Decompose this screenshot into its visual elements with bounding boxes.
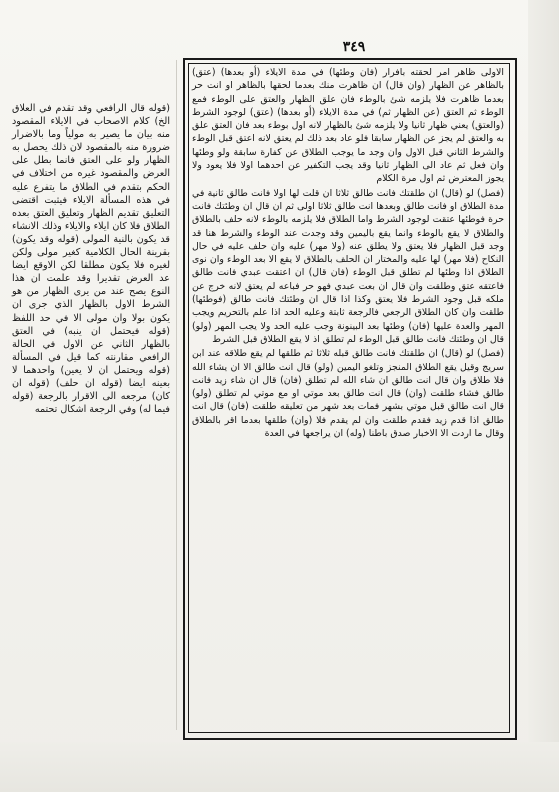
marginal-commentary [12, 102, 170, 416]
page-number: ٣٤٩ [342, 39, 366, 55]
margin-note-text: (قوله قال الرافعي وقد تقدم في العلاق الخ) كلام الاصحاب في الايلاء المقصود منه بيان ما يصير به مولياً وما بالاضرار ضرورة منه بالمقصود لان ذلك يحصل به الظهار ولو على العتق فانما بطل على العرض والمقصود غيره من اختلاف في الحكم بتقدم في الطلاق ما يتفرع عليه في هذه المسألة الايلاء فيثبت اقتضى التعليق تقديم الظهار وتعليق العتق بعده الطلاق فلا كان ايلاء والايلاء وذلك الانشاء قد يكون بالنية المولى (قوله وقد يكون) بقرينة الحال الكلامية كغير مولى ولكن لغيره فلا يكون مطلقا لكن الاوقع ايضا عد العرض تقديرا وقد علمت ان هذا النوع يصح عند من يرى الظهار من هو الشرط الاول بالظهار الذي جرى ان يكون بولا وان مولى الا في حد اللفظ (قوله فيحتمل ان ينبه) في العتق بالظهار الثاني عن الاول في الحالة الرافعي مقارنته كما قيل في المسألة (قوله ويحتمل ان لا يعين) واحدهما لا بعينه ايضا (قوله ان حلف) (قوله ان كان) مرجعه الى الاقرار بالرجعة (قوله فيما له) وفي الرجعة اشكال تحتمه [12, 103, 170, 416]
main-paragraph-2: (فصل) لو (قال) ان طلقتك فانت طالق ثلاثا ان قلت لها اولا فانت طالق ثانية في مدة الطلاق او فانت طالق وبعدها انت طالق ثلاثا اولى ثم ان قال ان وطئتك فانت حرة فوطئها عتقت لوجود الشرط واما الطلاق فلا يلزمه بالوطء لانه حلف بالطلاق والطلاق لا يقع بالوطء وانما يقع باليمين وقد وجدت عند الوطء والشرط هنا قد وجد قبل الظهار فلا يعتق ولا يطلق عنه (ولا مهر) عليه وان حلف عليه في حال النكاح (فلا مهر) لها عليه والمختار ان الحلف بالطلاق لا يقع الا بعد الوطء وان نوى الطلاق اذا وطئها لم تطلق قبل الوطء (فان قال) ان اعتقت عبدي فانت طالق فاعتقه عتق وطلقت وان قال ان بعت عبدي فهو حر فباعه لم يعتق لانه خرج عن ملكه قبل وجود الشرط فلا يعتق وكذا اذا قال ان وطئتك فانت طالق (فوطئها) طلقت وان كان الطلاق الرجعي فالرجعة ثابتة وعليه الحد اذا علم بالتحريم ويجب المهر والعدة عليها (فان) وطئها بعد البينونة وجب عليه الحد ولا يجب المهر (ولو) قال ان وطئتك فانت طالق قبل الوطء لم تطلق اذ لا يقع الطلاق قبل الشرط [192, 187, 504, 345]
main-paragraph-3: (فصل) لو (قال) ان طلقتك فانت طالق قبله ثلاثا ثم طلقها لم يقع طلاقه عند ابن سريج وقيل يقع الطلاق المنجز وتلغو اليمين (ولو) قال انت طالق الا ان يشاء الله فلا طلاق وان قال انت طالق ان شاء الله لم تطلق (فان) قال ان شاء زيد فانت طالق فشاء طلقت (وان) قال انت طالق بعد موتي او مع موتي لم تطلق (ولو) قال انت طالق قبل موتي بشهر فمات بعد شهر من تعليقه طلقت (فان) قال انت طالق اذا قدم زيد فقدم طلقت وان لم يقدم فلا (وان) طلقها بعدما اقر بالطلاق وقال ما اردت الا الاخبار صدق باطنا (وله) ان يراجعها في العدة [192, 348, 504, 440]
main-paragraph-1: الاولى ظاهر امر لحقته بافرار (فان وطئها) في مدة الايلاء (أو بعدها) (عتق) بالظاهر عن الظهار (وان قال) ان ظاهرت منك بعدما لحقها بالظاهر او انت حر بعدما ظاهرت فلا يلزمه شئ بالوطء فان علق الظهار والعتق على الوطء فمع الوطء ثم العتق (عن الظهار ثم) في مدة الايلاء (أو بعدها) (عتق) لوجود الشرط (والعتق) يعني ظهار ثانيا ولا يلزمه شئ بالظهار لانه اول بوطء بعد فان العتق علق به والعتق لم يجز عن الظهار سابقا فلو عاد بعد ذلك لم يعتق لانه اعتق قبل الوطء والشرط الثاني قبل الاول وان وجد ما يوجب الطلاق عن كفارة سابقة ولو وطئها وان فعل ثم عاد الى الظهار ثانيا وقد يجب التكفير عن احدهما اولا فلا يعود ولا يجوز المعترض ثم اول مرة الكلام [192, 67, 504, 185]
page-edge-shadow [528, 0, 559, 792]
column-divider [176, 60, 177, 730]
page-bottom-margin [0, 742, 559, 792]
main-text-block [192, 66, 504, 440]
